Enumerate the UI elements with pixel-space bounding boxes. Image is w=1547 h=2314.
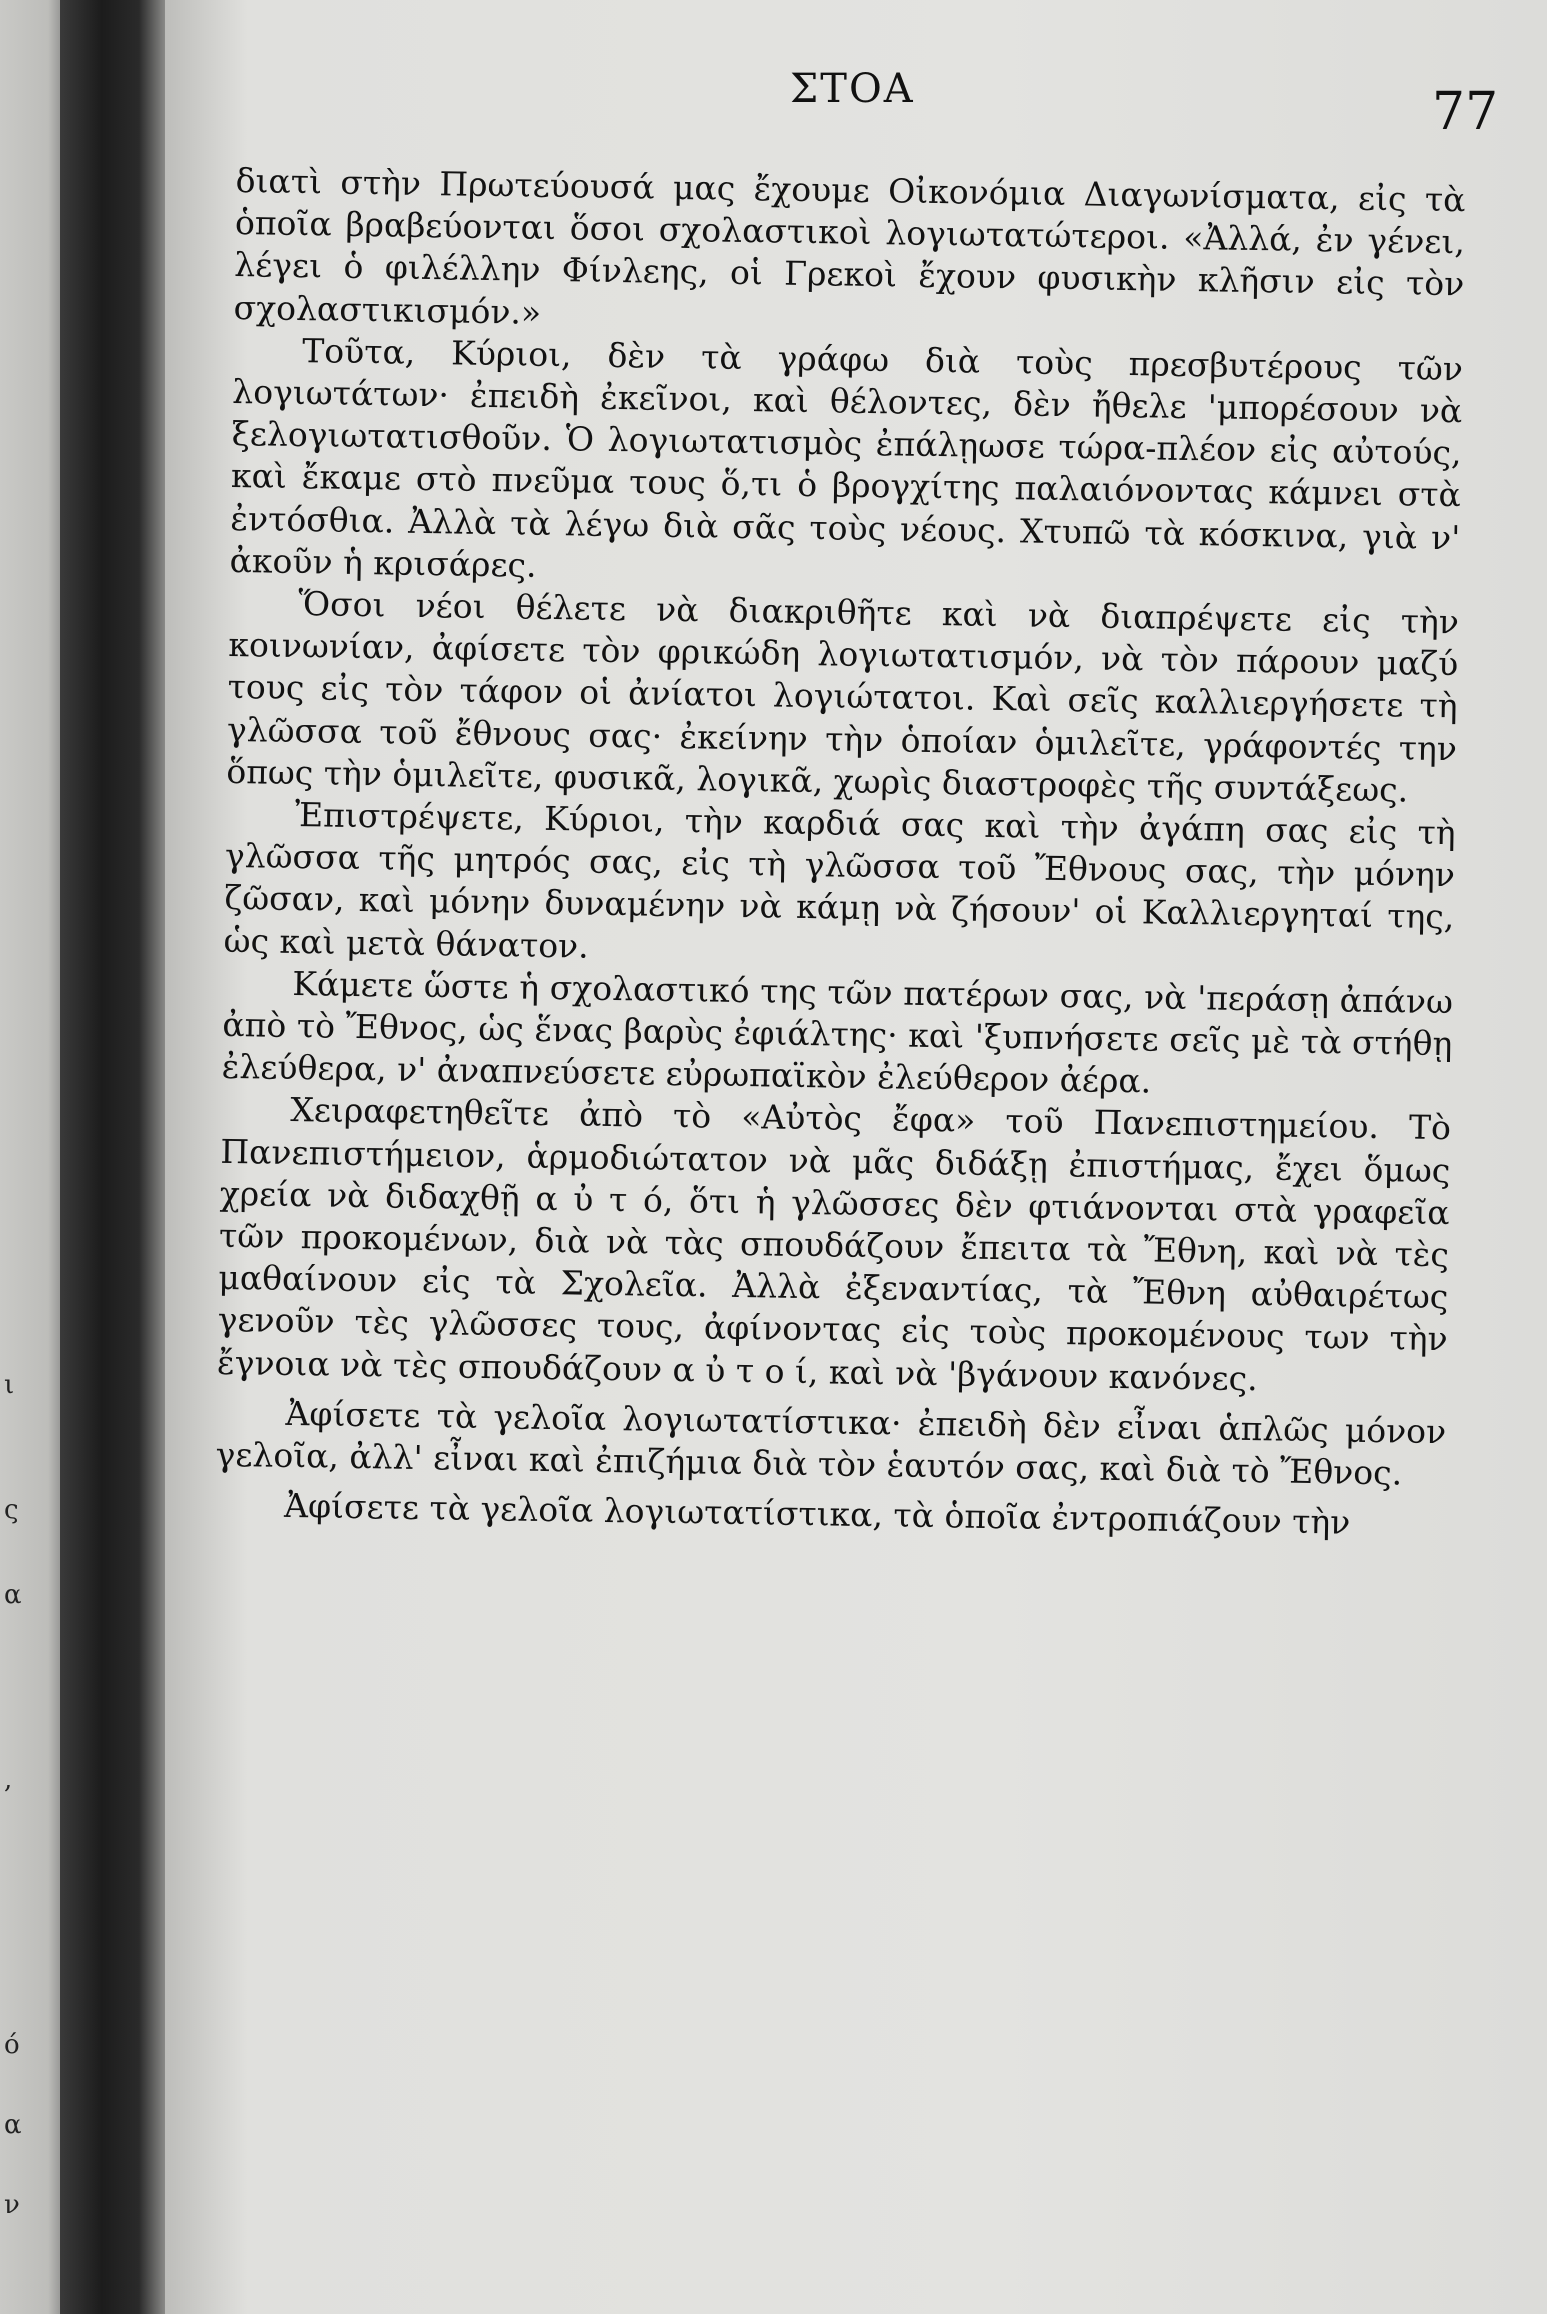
body-text xyxy=(215,160,1466,1546)
edge-glyph: ς xyxy=(4,1495,19,1525)
edge-glyph: α xyxy=(4,1580,22,1610)
page-number: 77 xyxy=(1432,82,1499,142)
edge-glyph: , xyxy=(4,1765,13,1795)
paragraph: Τοῦτα, Κύριοι, δὲν τὰ γράφω διὰ τοὺς πρεσβυτέρους τῶν λογιωτάτων· ἐπειδὴ ἐκεῖνοι, καὶ θέλοντες, δὲν ἤθελε 'μπορέσουν νὰ ξελογιωτατισθοῦν. Ὁ λογιωτατισμὸς ἐπάλῃωσε τώρα-πλέον εἰς αὐτούς, καὶ ἔκαμε στὸ πνεῦμα τους ὅ,τι ὁ βρογχίτης παλαιόνοντας κάμνει στὰ ἐντόσθια. Ἀλλὰ τὰ λέγω διὰ σᾶς τοὺς νέους. Χτυπῶ τὰ κόσκινα, γιὰ ν' ἀκοῦν ἡ κρισάρες. xyxy=(229,330,1464,585)
paragraph: διατὶ στὴν Πρωτεύουσά μας ἔχουμε Οἰκονόμια Διαγωνίσματα, εἰς τὰ ὁποῖα βραβεύονται ὅσοι σχολαστικοὶ λογιωτατώτεροι. «Ἀλλά, ἐν γένει, λέγει ὁ φιλέλλην Φίνλεης, οἱ Γρεκοὶ ἔχουν φυσικὴν κλῆσιν εἰς τὸν σχολαστικισμόν.» xyxy=(233,160,1466,332)
paragraph: Ἀφίσετε τὰ γελοῖα λογιωτατίστικα, τὰ ὁποῖα ἐντροπιάζουν τὴν xyxy=(283,1486,1351,1542)
facing-page-edge xyxy=(0,0,60,2314)
running-head: ΣΤΟΑ xyxy=(790,66,915,112)
edge-glyph: ό xyxy=(4,2030,20,2060)
paragraph: Κάμετε ὥστε ἡ σχολαστικό της τῶν πατέρων σας, νὰ 'περάσῃ ἀπάνω ἀπὸ τὸ Ἔθνος, ὡς ἕνας βαρὺς ἐφιάλτης· καὶ 'ξυπνήσετε σεῖς μὲ τὰ στήθῃ ἐλεύθερα, ν' ἀναπνεύσετε εὐρωπαϊκὸν ἐλεύθερον ἀέρα. xyxy=(221,963,1454,1101)
book-gutter xyxy=(60,0,165,2314)
edge-glyph: α xyxy=(4,2110,22,2140)
paragraph: Χειραφετηθεῖτε ἀπὸ τὸ «Αὐτὸς ἔφα» τοῦ Πανεπιστημείου. Τὸ Πανεπιστήμειον, ἁρμοδιώτατον νὰ μᾶς διδάξῃ ἐπιστήμας, ἔχει ὅμως χρεία νὰ διδαχθῇ α ὐ τ ό, ὅτι ἡ γλῶσσες δὲν φτιάνονται στὰ γραφεῖα τῶν προκομένων, διὰ νὰ τὰς σπουδάζουν ἔπειτα τὰ Ἔθνη, καὶ νὰ τὲς μαθαίνουν εἰς τὰ Σχολεῖα. Ἀλλὰ ἐξεναντίας, τὰ Ἔθνη αὐθαιρέτως γενοῦν τὲς γλῶσσες τους, ἀφίνοντας εἰς τοὺς προκομένους των τὴν ἔγνοια νὰ τὲς σπουδάζουν α ὐ τ ο ί, καὶ νὰ 'βγάνουν κανόνες. xyxy=(216,1090,1452,1398)
paragraph: Ἀφίσετε τὰ γελοῖα λογιωτατίστικα· ἐπειδὴ δὲν εἶναι ἁπλῶς μόνον γελοῖα, ἀλλ' εἶναι καὶ ἐπιζήμια διὰ τὸν ἑαυτόν σας, καὶ διὰ τὸ Ἔθνος. xyxy=(215,1393,1447,1493)
edge-glyph: ν xyxy=(4,2190,20,2220)
paragraph: Ὅσοι νέοι θέλετε νὰ διακριθῆτε καὶ νὰ διαπρέψετε εἰς τὴν κοινωνίαν, ἀφίσετε τὸν φρικώδη λογιωτατισμόν, νὰ τὸν πάρουν μαζύ τους εἰς τὸν τάφον οἱ ἀνίατοι λογιώτατοι. Καὶ σεῖς καλλιεργήσετε τὴ γλῶσσα τοῦ ἔθνους σας· ἐκείνην τὴν ὁποίαν ὁμιλεῖτε, γράφοντές την ὅπως τὴν ὁμιλεῖτε, φυσικᾶ, λογικᾶ, χωρὶς διαστροφὲς τῆς συντάξεως. xyxy=(226,584,1460,810)
paragraph: Ἐπιστρέψετε, Κύριοι, τὴν καρδιά σας καὶ τὴν ἀγάπη σας εἰς τὴ γλῶσσα τῆς μητρός σας, εἰς τὴ γλῶσσα τοῦ Ἔθνους σας, τὴν μόνην ζῶσαν, καὶ μόνην δυναμένην νὰ κάμῃ νὰ ζήσουν' οἱ Καλλιεργηταί της, ὡς καὶ μετὰ θάνατον. xyxy=(223,795,1456,966)
edge-glyph: ι xyxy=(4,1370,15,1400)
